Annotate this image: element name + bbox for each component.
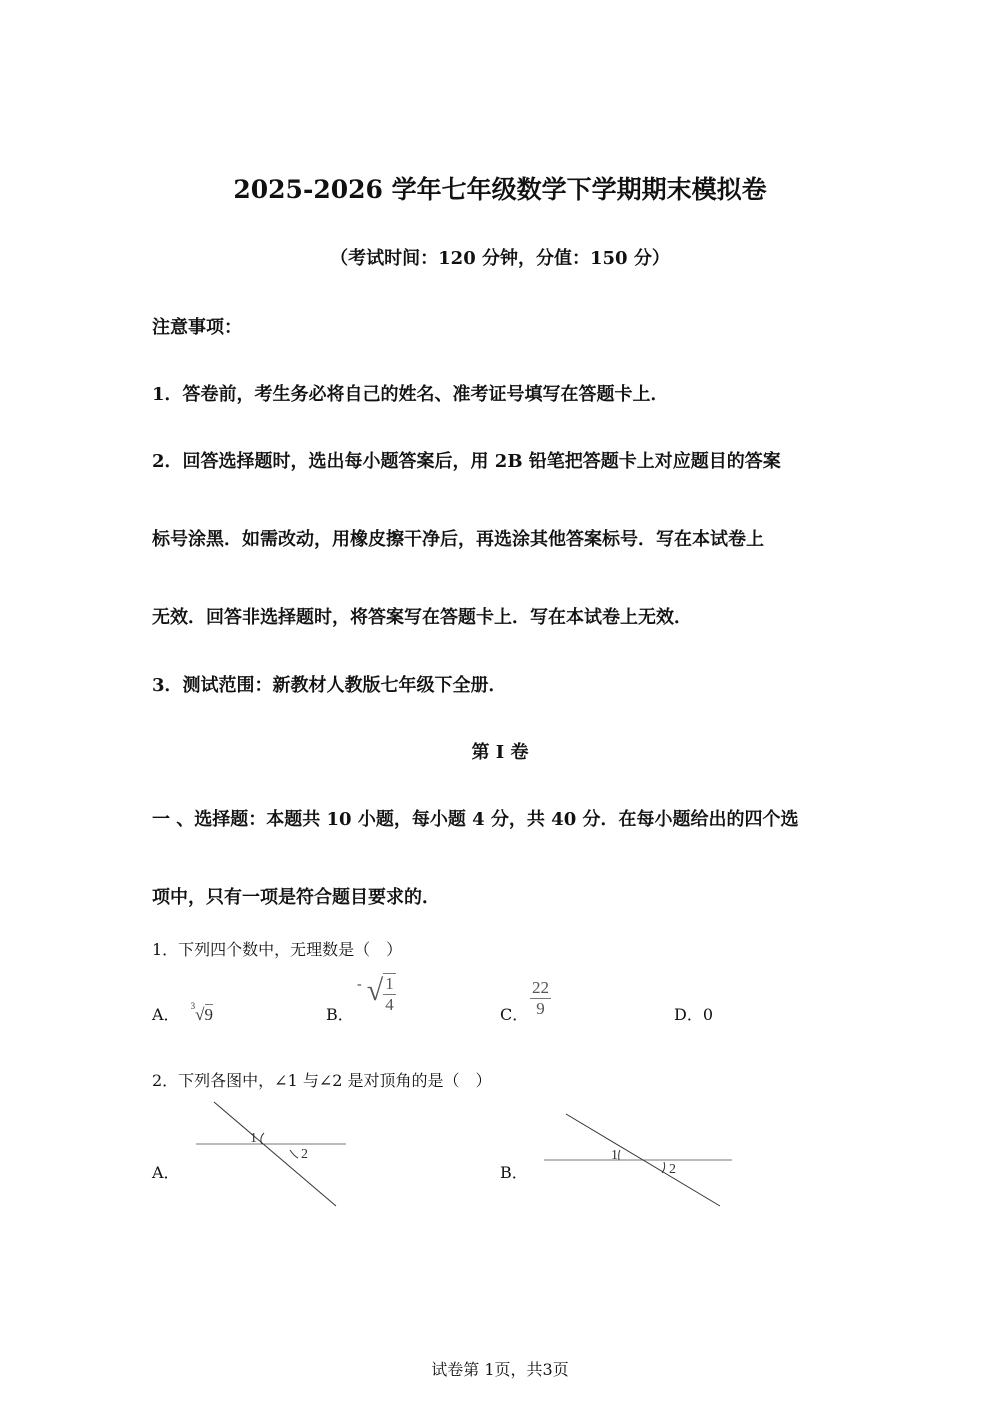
q1-option-c-expression bbox=[530, 978, 551, 1019]
radical-sign: √ bbox=[366, 974, 384, 1007]
q2-option-a-diagram bbox=[190, 1098, 355, 1210]
radicand: 9 bbox=[204, 1005, 213, 1024]
q1-option-b-label: B． bbox=[326, 1005, 354, 1024]
transversal-line bbox=[214, 1102, 336, 1206]
q1-option-c-label: C． bbox=[500, 1005, 529, 1024]
angle-2-label: 2 bbox=[669, 1162, 676, 1177]
question-2-stem: 2．下列各图中，∠1 与∠2 是对顶角的是（ ） bbox=[152, 1071, 492, 1090]
fraction-22-9 bbox=[530, 978, 551, 1019]
section-1-instructions-line-1: 一 、选择题：本题共 10 小题，每小题 4 分，共 40 分．在每小题给出的四个选 bbox=[152, 809, 799, 830]
q2-option-b-label: B． bbox=[500, 1163, 528, 1182]
q1-option-d: D．0 bbox=[674, 1005, 714, 1024]
page-footer: 试卷第 1页，共3页 bbox=[431, 1360, 569, 1379]
angle-2-label: 2 bbox=[301, 1147, 308, 1162]
q1-option-a bbox=[152, 1002, 213, 1025]
fraction-numerator: 22 bbox=[532, 978, 549, 997]
notice-item-2-line-2: 标号涂黑．如需改动，用橡皮擦干净后，再选涂其他答案标号．写在本试卷上 bbox=[152, 529, 764, 550]
angle-1-label: 1 bbox=[250, 1131, 257, 1146]
notice-item-2-line-3: 无效．回答非选择题时，将答案写在答题卡上．写在本试卷上无效． bbox=[152, 607, 692, 628]
q1-option-a-label: A． bbox=[152, 1005, 180, 1024]
cube-root-expression bbox=[190, 1001, 213, 1024]
angle-2-arc bbox=[290, 1150, 298, 1158]
notice-item-3: 3．测试范围：新教材人教版七年级下全册． bbox=[152, 675, 507, 696]
fraction-denominator: 4 bbox=[385, 994, 394, 1014]
exam-duration-score: （考试时间：120 分钟，分值：150 分） bbox=[330, 248, 670, 269]
fraction-numerator: 1 bbox=[385, 973, 394, 993]
fraction-one-quarter bbox=[383, 973, 396, 1015]
notice-heading: 注意事项： bbox=[152, 317, 242, 338]
radical-sign: √ bbox=[195, 1005, 205, 1024]
exam-title: 2025-2026 学年七年级数学下学期期末模拟卷 bbox=[233, 175, 767, 204]
volume-label: 第 I 卷 bbox=[471, 742, 529, 763]
minus-sign: - bbox=[357, 977, 362, 992]
fraction-denominator: 9 bbox=[530, 998, 551, 1019]
section-1-instructions-line-2: 项中，只有一项是符合题目要求的． bbox=[152, 887, 440, 908]
angle-1-arc bbox=[261, 1133, 264, 1144]
q2-option-a-label: A． bbox=[152, 1163, 180, 1182]
q1-option-b-expression bbox=[357, 973, 396, 1019]
root-index: 3 bbox=[190, 1001, 196, 1012]
angle-1-label: 1 bbox=[611, 1148, 618, 1163]
angle-1-arc bbox=[619, 1150, 620, 1160]
notice-item-2-line-1: 2．回答选择题时，选出每小题答案后，用 2B 铅笔把答题卡上对应题目的答案 bbox=[152, 451, 781, 472]
question-1-stem: 1．下列四个数中，无理数是（ ） bbox=[152, 940, 403, 959]
notice-item-1: 1．答卷前，考生务必将自己的姓名、准考证号填写在答题卡上． bbox=[152, 384, 669, 405]
q2-option-b-diagram bbox=[540, 1110, 735, 1210]
